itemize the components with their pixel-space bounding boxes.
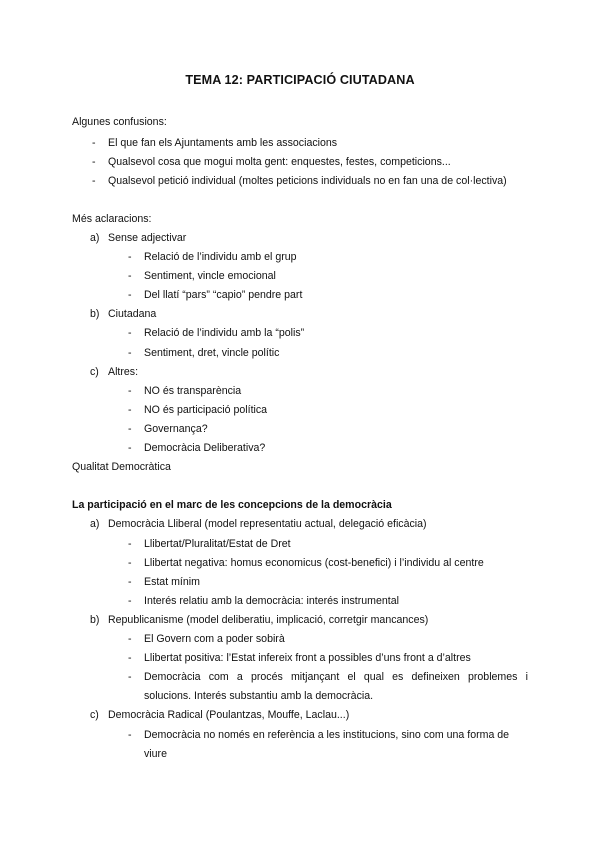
list-item: Relació de l’individu amb el grup <box>144 251 297 263</box>
confusion-item: Qualsevol cosa que mogui molta gent: enquestes, festes, competicions... <box>108 156 451 168</box>
list-item: Relació de l’individu amb la “polis” <box>144 327 305 339</box>
participacio-b-label: Republicanisme (model deliberatiu, implicació, corretgir mancances) <box>108 614 429 626</box>
list-item-line: Democràcia no només en referència a les institucions, sino com una forma de <box>144 729 510 741</box>
list-item-line: viure <box>144 748 167 760</box>
list-item: El Govern com a poder sobirà <box>144 633 285 645</box>
list-item-line: solucions. Interés substantiu amb la democràcia. <box>144 690 374 702</box>
list-item-line: Democràcia com a procés mitjançant el qual es defineixen problemes i <box>144 671 528 683</box>
aclaracions-b-label: Ciutadana <box>108 308 157 320</box>
list-marker: a) <box>90 232 100 244</box>
aclaracions-heading: Més aclaracions: <box>72 213 152 225</box>
dash-marker: - <box>92 156 96 168</box>
list-item: Estat mínim <box>144 576 200 588</box>
list-marker: b) <box>90 614 100 626</box>
confusions-heading: Algunes confusions: <box>72 116 167 128</box>
dash-marker: - <box>128 385 132 397</box>
dash-marker: - <box>128 251 132 263</box>
dash-marker: - <box>128 595 132 607</box>
list-item: Governança? <box>144 423 208 435</box>
list-item: Del llatí “pars” “capio” pendre part <box>144 289 303 301</box>
list-item: Interés relatiu amb la democràcia: interés instrumental <box>144 595 399 607</box>
confusion-item: Qualsevol petició individual (moltes peticions individuals no en fan una de col·lectiva) <box>108 175 507 187</box>
list-marker: c) <box>90 366 99 378</box>
dash-marker: - <box>128 289 132 301</box>
dash-marker: - <box>128 270 132 282</box>
participacio-c-label: Democràcia Radical (Poulantzas, Mouffe, Laclau...) <box>108 709 350 721</box>
dash-marker: - <box>128 671 132 683</box>
list-item: Llibertat/Pluralitat/Estat de Dret <box>144 538 291 550</box>
list-marker: b) <box>90 308 100 320</box>
dash-marker: - <box>128 557 132 569</box>
dash-marker: - <box>128 347 132 359</box>
dash-marker: - <box>92 175 96 187</box>
dash-marker: - <box>128 442 132 454</box>
dash-marker: - <box>128 404 132 416</box>
page-title: TEMA 12: PARTICIPACIÓ CIUTADANA <box>185 73 415 87</box>
aclaracions-c-label: Altres: <box>108 366 139 378</box>
dash-marker: - <box>128 327 132 339</box>
dash-marker: - <box>128 633 132 645</box>
list-item: Sentiment, dret, vincle polític <box>144 347 280 359</box>
aclaracions-a-label: Sense adjectivar <box>108 232 187 244</box>
list-marker: c) <box>90 709 99 721</box>
dash-marker: - <box>92 137 96 149</box>
list-item: Democràcia Deliberativa? <box>144 442 266 454</box>
dash-marker: - <box>128 423 132 435</box>
participacio-heading: La participació en el marc de les concepcions de la democràcia <box>72 499 392 511</box>
list-marker: a) <box>90 518 100 530</box>
list-item: NO és participació política <box>144 404 268 416</box>
qualitat-democratica: Qualitat Democràtica <box>72 461 171 473</box>
dash-marker: - <box>128 576 132 588</box>
confusion-item: El que fan els Ajuntaments amb les associacions <box>108 137 338 149</box>
dash-marker: - <box>128 652 132 664</box>
list-item: Sentiment, vincle emocional <box>144 270 276 282</box>
list-item: NO és transparència <box>144 385 242 397</box>
list-item: Llibertat negativa: homus economicus (cost-benefici) i l’individu al centre <box>144 557 484 569</box>
list-item: Llibertat positiva: l’Estat infereix front a possibles d’uns front a d’altres <box>144 652 471 664</box>
dash-marker: - <box>128 729 132 741</box>
dash-marker: - <box>128 538 132 550</box>
participacio-a-label: Democràcia Lliberal (model representatiu actual, delegació eficàcia) <box>108 518 427 530</box>
